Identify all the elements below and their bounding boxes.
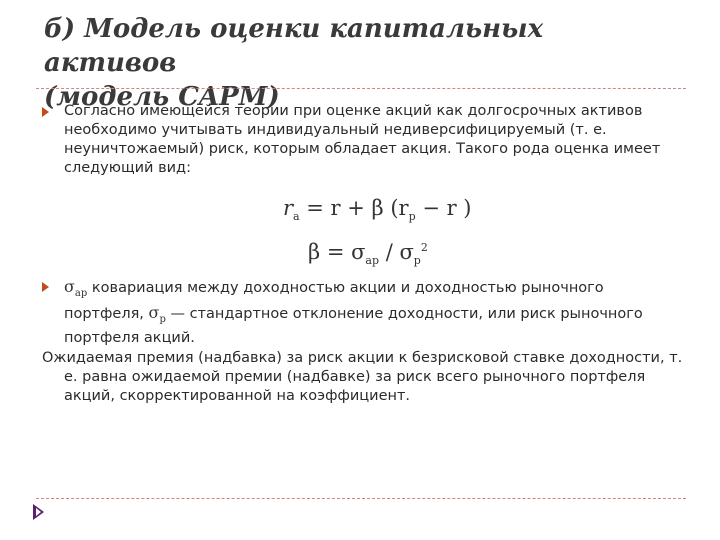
bullet-text-theory: Согласно имеющейся теории при оценке акций как долгосрочных активов необходимо учитывать индивидуальный недиверсифицируемый (т. е. неуничтожаемый) риск, которым обладает акция. Такого рода оценка имеет следующий вид: [64,103,661,176]
sigma-ap-symbol: $\sigma_{ap}$ [64,277,88,300]
formula1-lhs-sub: a [293,210,300,224]
stddev-text: — стандартное отклонение доходности, или риск рыночного портфеля акций. [64,306,643,347]
formula2-lhs: β = σ [308,240,366,264]
title-line-1: б) Модель оценки капитальных активов [44,14,544,78]
capm-formula [283,196,472,223]
formula2-mid: / σ [379,240,414,264]
formula1-rp-sub: p [408,210,416,224]
formula2-sub-ap: ap [365,254,380,268]
premium-continuation: е. равна ожидаемой премии (надбавке) за риск всего рыночного портфеля акций, скорректированной на коэффициент. [64,369,646,404]
beta-formula [308,240,428,267]
premium-paragraph [42,349,690,406]
sigma-p-symbol: $\sigma_p$ [148,303,166,326]
formula1-lhs: r [283,196,294,220]
title-line-2: (модель CAPM) [44,82,280,112]
bullet-arrow-icon [42,107,49,117]
premium-first-line: Ожидаемая премия (надбавка) за риск акции к безрисковой ставке доходности, т. [42,350,683,366]
slide-corner-arrow-icon [33,504,44,520]
bottom-divider [36,498,686,499]
bullet-text-covariance [64,277,684,348]
formula2-sup: 2 [420,241,428,254]
covariance-text: ковариация между доходностью акции и доходностью рыночного портфеля, [64,280,604,323]
formula2-sub-p: p [413,254,421,268]
formula1-tail: − r ) [415,196,472,220]
bullet-arrow-icon [42,282,49,292]
slide-title [44,12,684,114]
top-divider [36,88,686,89]
formula1-middle: = r + β (r [299,196,409,220]
